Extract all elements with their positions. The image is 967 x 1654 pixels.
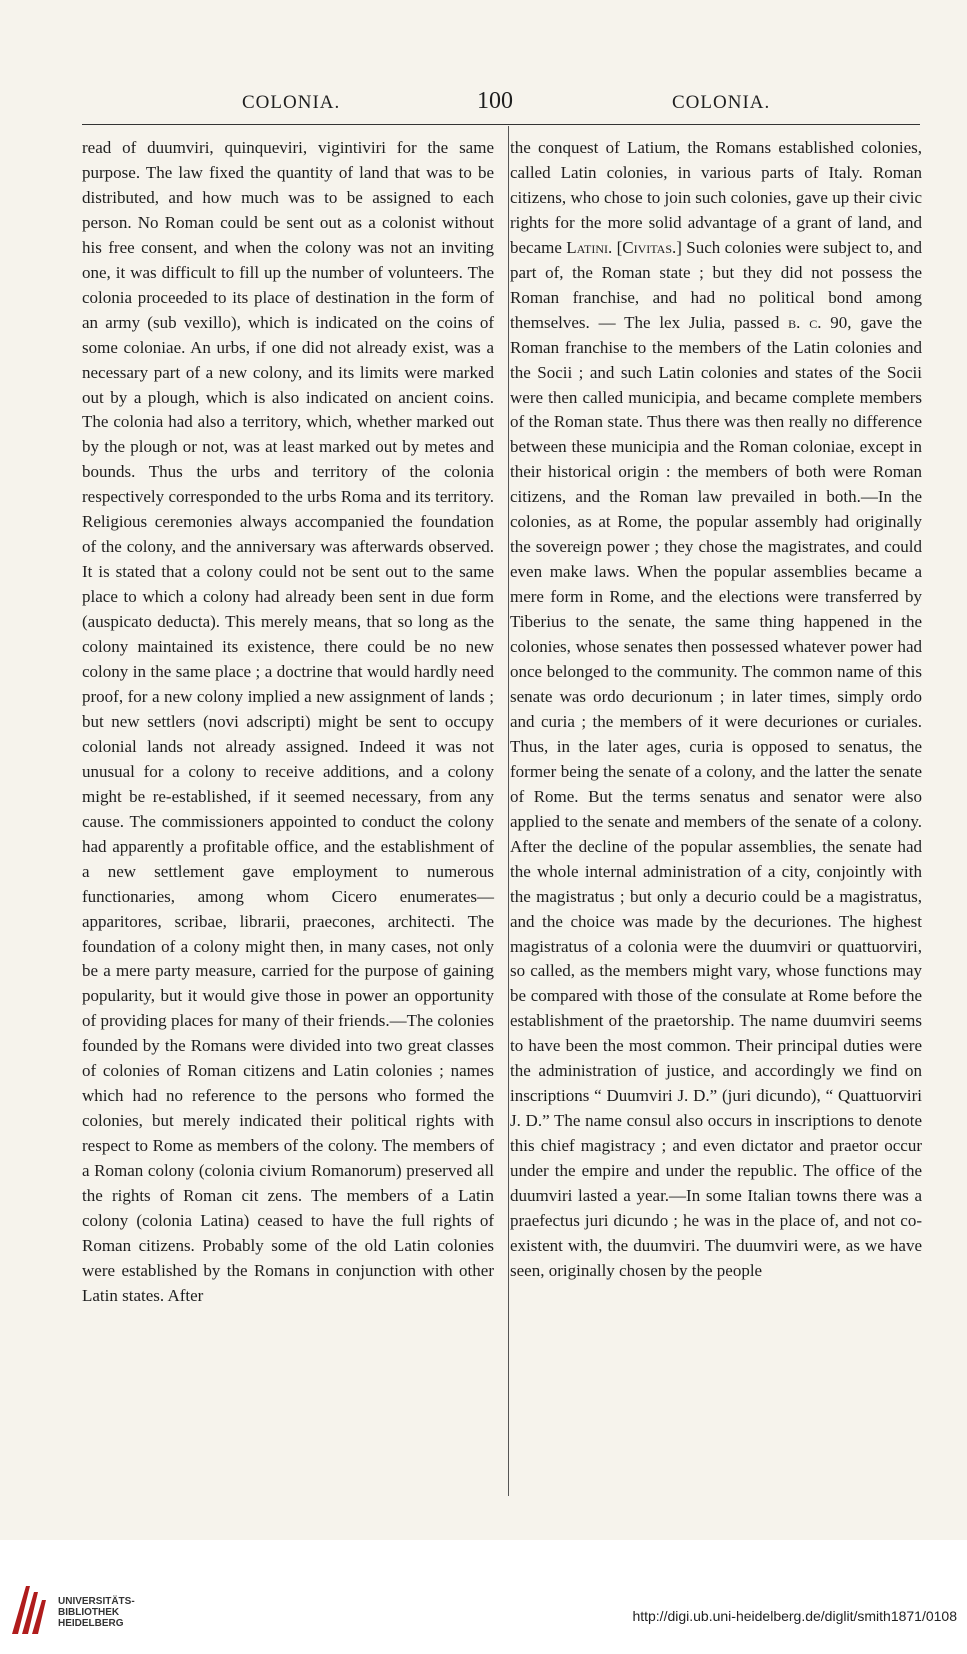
institution-line-1: UNIVERSITÄTS- (58, 1596, 135, 1607)
left-column (82, 136, 494, 1309)
institution-name (58, 1596, 135, 1629)
latini-term: Latini (566, 237, 608, 257)
header-left-title: COLONIA. (242, 92, 341, 113)
page-number: 100 (477, 88, 513, 114)
right-text-part-a: the conquest of Latium, the Romans established colonies, called Latin colonies, in various parts of Italy. Roman citizens, who chose to join such colonies, gave up their civic rights for the more solid advantage of a grant of land, and became (510, 138, 922, 257)
institution-line-2: BIBLIOTHEK (58, 1607, 120, 1618)
header-right-title: COLONIA. (672, 92, 771, 113)
permalink-url[interactable]: http://digi.ub.uni-heidelberg.de/diglit/smith1871/0108 (632, 1608, 957, 1624)
left-column-text: read of duumviri, quinqueviri, vigintiviri for the same purpose. The law fixed the quantity of land that was to be distributed, and how much was to be assigned to each person. No Roman could be sent out as a colonist without his free consent, and when the colony was not an inviting one, it was difficult to fill up the number of volunteers. The colonia proceeded to its place of destination in the form of an army (sub vexillo), which is indicated on the coins of some coloniae. An urbs, if one did not already exist, was a necessary part of a new colony, and its limits were marked out by a plough, which is also indicated on ancient coins. The colonia had also a territory, which, whether marked out by the plough or not, was at least marked out by metes and bounds. Thus the urbs and territory of the colonia respectively corresponded to the urbs Roma and its territory. Religious ceremonies always accompanied the foundation of the colony, and the anniversary was afterwards observed. It is stated that a colony could not be sent out to the same place to which a colony had already been sent in due form (auspicato deducta). This merely means, that so long as the colony maintained its existence, there could be no new colony in the same place ; a doctrine that would hardly need proof, for a new colony implied a new assignment of lands ; but new settlers (novi adscripti) might be sent to occupy colonial lands not already assigned. Indeed it was not unusual for a colony to receive additions, and a colony might be re-established, if it seemed necessary, from any cause. The commissioners appointed to conduct the colony had apparently a profitable office, and the establishment of a new settlement gave employment to numerous functionaries, among whom Cicero enumerates—apparitores, scribae, librarii, praecones, architecti. The foundation of a colony might then, in many cases, not only be a mere party measure, carried for the purpose of gaining popularity, but it would give those in power an opportunity of providing places for many of their friends.—The colonies founded by the Romans were divided into two great classes of colonies of Roman citizens and Latin colonies ; names which had no reference to the persons who formed the colonies, but merely indicated their political rights with respect to Rome as members of the colony. The members of a Roman colony (colonia civium Romanorum) preserved all the rights of Roman cit zens. The members of a Latin colony (colonia Latina) ceased to have the full rights of Roman citizens. Probably some of the old Latin colonies were established by the Romans in conjunction with other Latin states. After (82, 138, 494, 1305)
right-text-part-c: 90, gave the Roman franchise to the members of the Latin colonies and the Socii ; and such Latin colonies and states of the Socii were then called municipia, and became complete members of the Roman state. Thus there was then really no difference between these municipia and the Roman coloniae, except in their historical origin : the members of both were Roman citizens, and the Roman law prevailed in both.—In the colonies, as at Rome, the popular assembly had originally the sovereign power ; they chose the magistrates, and could even make laws. When the popular assemblies became a mere form in Rome, and the elections were transferred by Tiberius to the senate, the same thing happened in the colonies, whose senates then possessed whatever power had once belonged to the community. The common name of this senate was ordo decurionum ; in later times, simply ordo and curia ; the members of it were decuriones or curiales. Thus, in the later ages, curia is opposed to senatus, the former being the senate of a colony, and the latter the senate of Rome. But the terms senatus and senator were also applied to the senate and members of the senate of a colony. After the decline of the popular assemblies, the senate had the whole internal administration of a city, conjointly with the magistratus ; but only a decurio could be a magistratus, and the choice was made by the decuriones. The highest magistratus of a colonia were the duumviri or quattuorviri, so called, as the members might vary, whose functions may be compared with those of the consulate at Rome before the establishment of the praetorship. The name duumviri seems to have been the most common. Their principal duties were the administration of justice, and accordingly we find on inscriptions “ Duumviri J. D.” (juri dicundo), “ Quattuorviri J. D.” The name consul also occurs in inscriptions to denote this chief magistracy ; and even dictator and praetor occur under the empire and under the republic. The office of the duumviri lasted a year.—In some Italian towns there was a praefectus juri dicundo ; he was in the place of, and not co-existent with, the duumviri. The duumviri were, as we have seen, originally chosen by the people (510, 312, 922, 1280)
bc-abbrev: b. c. (788, 312, 822, 332)
viewer-footer (0, 1540, 967, 1654)
running-header (82, 88, 920, 124)
civitas-reference: [Civitas.] (616, 237, 682, 257)
university-logo-icon (8, 1580, 52, 1638)
column-divider (508, 126, 509, 1496)
header-rule (82, 124, 920, 125)
right-text-part-b: Such colonies were subject to, and part of, the Roman state ; but they did not possess the Roman franchise, and had no political bond among themselves. — The lex Julia, passed (510, 237, 922, 332)
institution-line-3: HEIDELBERG (58, 1618, 124, 1629)
right-column (510, 136, 922, 1284)
right-column-text: the conquest of Latium, the Romans established colonies, called Latin colonies, in various parts of Italy. Roman citizens, who chose to join such colonies, gave up their civic rights for the more solid advantage of a grant of land, and became Latini. [Civitas.] Such colonies were subject to, and part of, the Roman state ; but they did not possess the Roman franchise, and had no political bond among themselves. — The lex Julia, passed b. c. 90, gave the Roman franchise to the members of the Latin colonies and the Socii ; and such Latin colonies and states of the Socii were then called municipia, and became complete members of the Roman state. Thus there was then really no difference between these municipia and the Roman coloniae, except in their historical origin : the members of both were Roman citizens, and the Roman law prevailed in both.—In the colonies, as at Rome, the popular assembly had originally the sovereign power ; they chose the magistrates, and could even make laws. When the popular assemblies became a mere form in Rome, and the elections were transferred by Tiberius to the senate, the same thing happened in the colonies, whose senates then possessed whatever power had once belonged to the community. The common name of this senate was ordo decurionum ; in later times, simply ordo and curia ; the members of it were decuriones or curiales. Thus, in the later ages, curia is opposed to senatus, the former being the senate of a colony, and the latter the senate of Rome. But the terms senatus and senator were also applied to the senate and members of the senate of a colony. After the decline of the popular assemblies, the senate had the whole internal administration of a city, conjointly with the magistratus ; but only a decurio could be a magistratus, and the choice was made by the decuriones. The highest magistratus of a colonia were the duumviri or quattuorviri, so called, as the members might vary, whose functions may be compared with those of the consulate at Rome before the establishment of the praetorship. The name duumviri seems to have been the most common. Their principal duties were the administration of justice, and accordingly we find on inscriptions “ Duumviri J. D.” (juri dicundo), “ Quattuorviri J. D.” The name consul also occurs in inscriptions to denote this chief magistracy ; and even dictator and praetor occur under the empire and under the republic. The office of the duumviri lasted a year.—In some Italian towns there was a praefectus juri dicundo ; he was in the place of, and not co-existent with, the duumviri. The duumviri were, as we have seen, originally chosen by the people (510, 138, 922, 1280)
